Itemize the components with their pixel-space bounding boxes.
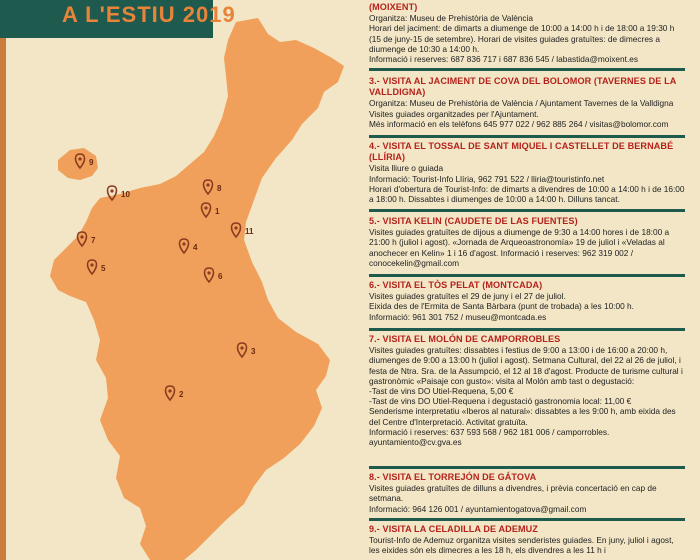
map-pin-dot	[207, 271, 210, 274]
map-marker-label: 7	[91, 236, 96, 245]
region-shape	[50, 18, 344, 560]
map-marker-label: 3	[251, 347, 256, 356]
divider	[369, 135, 685, 138]
entry-title: 8.- VISITA EL TORREJÓN DE GÁTOVA	[369, 472, 537, 482]
divider	[369, 328, 685, 331]
map-pin-dot	[234, 226, 237, 229]
entry-title: 7.- VISITA EL MOLÓN DE CAMPORROBLES	[369, 334, 561, 344]
map-marker-label: 1	[215, 207, 220, 216]
map-pin-dot	[182, 242, 185, 245]
page-title: A L'ESTIU 2019	[62, 2, 236, 27]
map-marker-label: 2	[179, 390, 184, 399]
map-pin-dot	[240, 346, 243, 349]
divider	[369, 274, 685, 277]
entry-text: Informació: Tourist-Info Llíria, 962 791 522 / lliria@touristinfo.net	[369, 173, 605, 184]
entry-text: Informació i reserves: 637 593 568 / 962 181 006 / camporrobles.	[369, 426, 610, 437]
entry-text: Visites guiades gratuïtes de dilluns a divendres, i prèvia concertació en cap de setmana.	[369, 483, 657, 504]
entry-title: 5.- VISITA KELIN (CAUDETE DE LAS FUENTES)	[369, 216, 578, 226]
entry-text: Visites guiades organitzades per l'Ajuntament.	[369, 108, 539, 119]
map-marker-label: 4	[193, 243, 198, 252]
list-item	[369, 524, 685, 556]
entry-text: Visites guiades gratuïtes de dijous a diumenge de 9:30 a 14:00 hores i de 18:00 a 21:00 h (juliol i agost). «Jornada de Arqueoastronomía» 19 de juliol i «Veladas al anochecer en Kelin» 1 i 16 d'agost. Informació i reserves: 962 319 002 / conocekelin@gmail.com	[369, 227, 670, 268]
map-marker-label: 10	[121, 190, 130, 199]
divider	[369, 518, 685, 521]
list-item	[369, 280, 685, 322]
entry-title: (MOIXENT)	[369, 2, 418, 12]
list-item	[369, 2, 685, 64]
map-marker-label: 5	[101, 264, 106, 273]
list-item	[369, 216, 685, 268]
map-marker-label: 6	[218, 272, 223, 281]
entry-text: Eixida des de l'Ermita de Santa Bàrbara (punt de trobada) a les 10:00 h.	[369, 301, 634, 312]
entry-text: Informació i reserves: 687 836 717 i 687 836 545 / labastida@moixent.es	[369, 54, 639, 65]
entry-text: Tourist-Info de Ademuz organitza visites senderistes guiades. En juny, juliol i agost, les eixides són els dimecres a les 18 h, els divendres a les 11 h i	[369, 535, 674, 556]
map-marker-label: 11	[245, 227, 254, 236]
entry-text: Informació: 961 301 752 / museu@montcada.es	[369, 311, 547, 322]
left-border-stripe	[0, 38, 6, 560]
entry-text: ayuntamiento@cv.gva.es	[369, 437, 462, 448]
visits-list	[369, 0, 685, 560]
map-marker-label: 9	[89, 158, 94, 167]
map-pin-dot	[80, 235, 83, 238]
entry-text: -Tast de vins DO Utiel-Requena, 5,00 €	[369, 386, 514, 397]
map-pin-dot	[204, 206, 207, 209]
header-banner	[0, 0, 236, 38]
entry-text: Informació: 964 126 001 / ayuntamientogatova@gmail.com	[369, 503, 587, 514]
entry-text: Visites guiades gratuïtes: dissabtes i festius de 9:00 a 13:00 i de 16:00 a 20:00 h, diumenges de 9:00 a 13:00 h (juliol i agost). Setmana Cultural, del 22 al 26 de juliol, i festa de Ntra. Sra. de la Assumpció, el 12 al 18 d'agost. Producte de turisme cultural i gastronòmic «Paisaje con gusto»: visita al Molón amb tast o degustació:	[369, 345, 683, 386]
entry-text: Visita lliure o guiada	[369, 163, 444, 174]
list-item	[369, 141, 685, 204]
entry-title: 4.- VISITA EL TOSSAL DE SANT MIQUEL I CASTELLET DE BERNABÉ (LLÍRIA)	[369, 141, 674, 163]
map-marker-label: 8	[217, 184, 222, 193]
list-item	[369, 76, 685, 129]
list-item	[369, 472, 685, 514]
entry-text: Horari d'obertura de Tourist-Info: de dimarts a divendres de 10:00 a 14:00 h i de 16:00 a 18:00 h. Dissabtes i diumenges de 10:00 a 14:00 h. Dilluns tancat.	[369, 183, 685, 205]
map-pin-dot	[110, 189, 113, 192]
divider	[369, 466, 685, 469]
map-pin-dot	[90, 263, 93, 266]
divider	[369, 68, 685, 71]
entry-title: 6.- VISITA EL TÒS PELAT (MONTCADA)	[369, 280, 543, 290]
map-pin-dot	[78, 157, 81, 160]
entry-text: Visites guiades gratuïtes el 29 de juny i el 27 de juliol.	[369, 291, 566, 302]
list-item	[369, 334, 685, 447]
entry-text: Horari del jaciment: de dimarts a diumenge de 10:00 a 14:00 h i de 18:00 a 19:30 h (15 de juny-15 de setembre). Horari de visites guiades gratuïtes: de dimecres a diumenge de 10:30 a 14:00 h.	[369, 23, 675, 54]
divider	[369, 209, 685, 212]
entry-title: 9.- VISITA LA CELADILLA DE ADEMUZ	[369, 524, 539, 534]
entry-text: Senderisme interpretatiu «Iberos al natural»: dissabtes a les 9:00 h, amb eixida des del Centre d'Interpretació. Activitat gratuïta.	[369, 406, 676, 427]
map-pin-dot	[206, 183, 209, 186]
entry-text: Organitza: Museu de Prehistòria de València / Ajuntament Tavernes de la Valldigna	[369, 98, 674, 109]
entry-title: 3.- VISITA AL JACIMENT DE COVA DEL BOLOMOR (TAVERNES DE LA VALLDIGNA)	[369, 76, 677, 98]
map-pin-dot	[168, 389, 171, 392]
entry-text: Organitza: Museu de Prehistòria de València	[369, 13, 534, 24]
entry-text: -Tast de vins DO Utiel-Requena i degustació gastronomia local: 11,00 €	[369, 396, 632, 407]
entry-text: Més informació en els telèfons 645 977 022 / 962 885 264 / visitas@bolomor.com	[369, 118, 669, 129]
